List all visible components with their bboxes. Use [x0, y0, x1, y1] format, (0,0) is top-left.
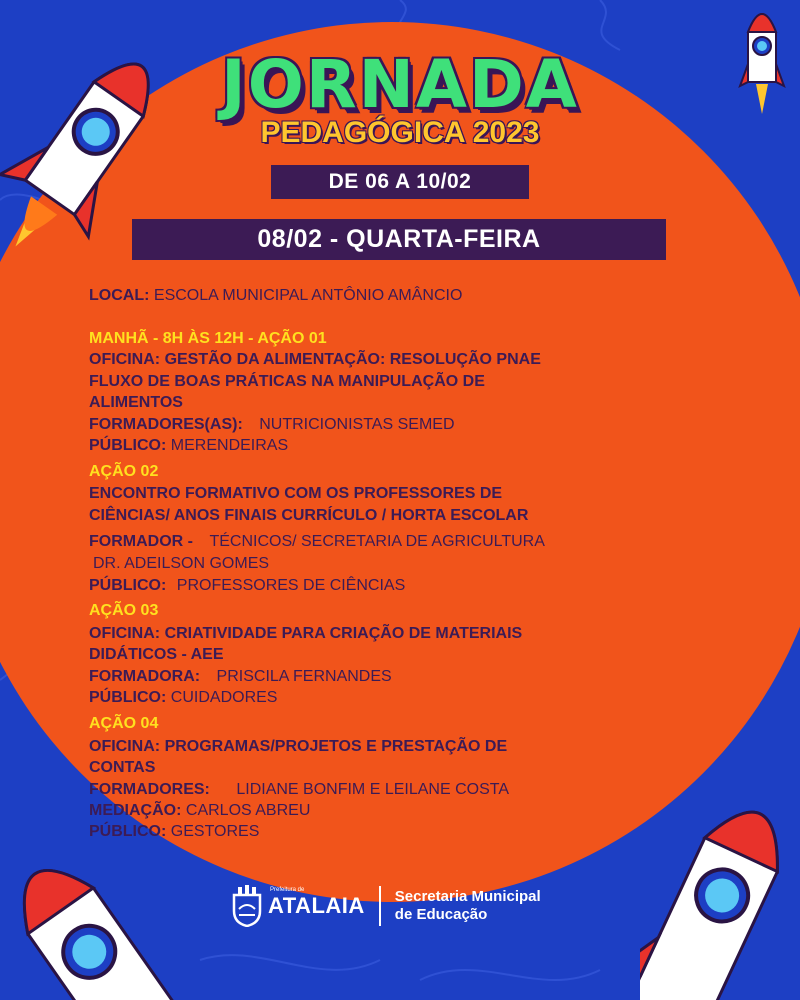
city-name: ATALAIA [268, 893, 365, 918]
acao4-oficina-text1: PROGRAMAS/PROJETOS E PRESTAÇÃO DE [164, 738, 508, 755]
title: JORNADA [221, 46, 579, 123]
acao1-oficina-text1: GESTÃO DA ALIMENTAÇÃO: RESOLUÇÃO PNAE [164, 351, 541, 368]
prefeitura-label: Prefeitura de [270, 887, 305, 893]
acao1-publico [89, 436, 288, 456]
acao1-publico-value: MERENDEIRAS [170, 437, 289, 454]
day-banner: 08/02 - QUARTA-FEIRA [132, 219, 666, 260]
acao2-formador [89, 532, 545, 552]
acao2-heading: AÇÃO 02 [89, 463, 159, 480]
rocket-icon-bottom-right [640, 770, 800, 1000]
acao3-formadora-label: FORMADORA: [89, 668, 201, 685]
acao3-heading: AÇÃO 03 [89, 602, 159, 619]
acao3-publico [89, 688, 277, 708]
acao1-oficina-line2: FLUXO DE BOAS PRÁTICAS NA MANIPULAÇÃO DE [89, 373, 485, 390]
acao2-formador-value: TÉCNICOS/ SECRETARIA DE AGRICULTURA [209, 533, 545, 550]
subtitle: PEDAGÓGICA 2023 [260, 116, 540, 149]
acao3-oficina-label: OFICINA: [89, 625, 161, 642]
acao4-publico-label: PÚBLICO: [89, 823, 167, 840]
acao2-publico [89, 576, 405, 596]
acao1-oficina-label: OFICINA: [89, 351, 161, 368]
acao2-formador-value2: DR. ADEILSON GOMES [93, 555, 270, 572]
acao1-publico-label: PÚBLICO: [89, 437, 167, 454]
title-block [0, 46, 800, 150]
dates-banner: DE 06 A 10/02 [271, 165, 529, 199]
acao3-oficina-line2: DIDÁTICOS - AEE [89, 646, 224, 663]
acao4-mediacao-label: MEDIAÇÃO: [89, 802, 182, 819]
local-value: ESCOLA MUNICIPAL ANTÔNIO AMÂNCIO [153, 287, 463, 304]
acao1-formadores-label: FORMADORES(AS): [89, 416, 243, 433]
secretaria-name [395, 888, 541, 924]
acao3-oficina-text1: CRIATIVIDADE PARA CRIAÇÃO DE MATERIAIS [164, 625, 523, 642]
city-crest-icon [230, 885, 264, 927]
footer [230, 876, 590, 936]
acao4-publico [89, 822, 259, 842]
acao2-publico-value: PROFESSORES DE CIÊNCIAS [176, 577, 406, 594]
local-label: LOCAL: [89, 287, 150, 304]
acao4-mediacao-value: CARLOS ABREU [185, 802, 311, 819]
acao4-formadores-value: LIDIANE BONFIM E LEILANE COSTA [236, 781, 509, 798]
acao4-oficina-label: OFICINA: [89, 738, 161, 755]
acao3-formadora [89, 667, 392, 687]
secretaria-line2: de Educação [394, 906, 488, 923]
acao3-oficina-line1 [89, 624, 522, 644]
acao4-formadores [89, 780, 509, 800]
acao4-formadores-label: FORMADORES: [89, 781, 210, 798]
acao4-oficina-line2: CONTAS [89, 759, 156, 776]
atalaia-logo [230, 885, 365, 927]
acao4-oficina-line1 [89, 737, 507, 757]
secretaria-line1: Secretaria Municipal [394, 888, 541, 905]
acao4-heading: AÇÃO 04 [89, 715, 159, 732]
footer-divider [379, 886, 381, 926]
acao1-formadores [89, 415, 455, 435]
acao3-formadora-value: PRISCILA FERNANDES [216, 668, 392, 685]
acao4-publico-value: GESTORES [170, 823, 260, 840]
acao2-formador-label: FORMADOR - [89, 533, 193, 550]
acao4-mediacao [89, 801, 310, 821]
acao2-line2: CIÊNCIAS/ ANOS FINAIS CURRÍCULO / HORTA ESCOLAR [89, 507, 529, 524]
acao1-oficina-line1 [89, 350, 541, 370]
local-line [89, 286, 462, 306]
acao1-formadores-value: NUTRICIONISTAS SEMED [259, 416, 455, 433]
acao1-oficina-line3: ALIMENTOS [89, 394, 183, 411]
acao2-publico-label: PÚBLICO: [89, 577, 167, 594]
acao3-publico-label: PÚBLICO: [89, 689, 167, 706]
acao3-publico-value: CUIDADORES [170, 689, 278, 706]
rocket-icon-bottom-left [0, 840, 190, 1000]
acao1-heading: MANHÃ - 8H ÀS 12H - AÇÃO 01 [89, 330, 327, 347]
acao2-line1: ENCONTRO FORMATIVO COM OS PROFESSORES DE [89, 485, 503, 502]
